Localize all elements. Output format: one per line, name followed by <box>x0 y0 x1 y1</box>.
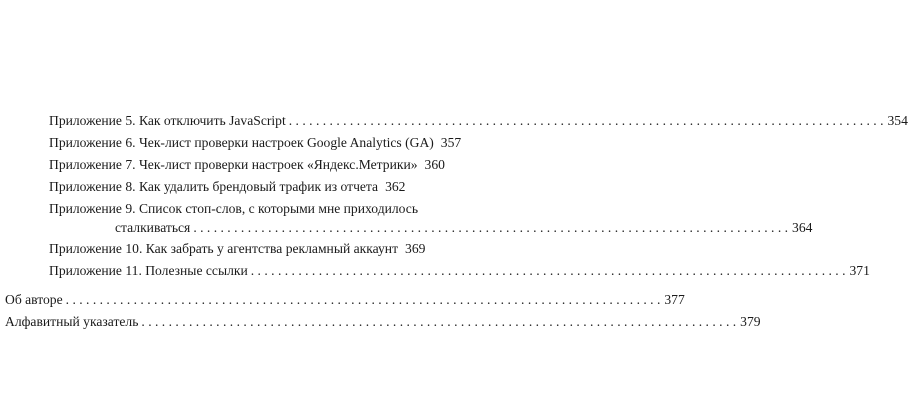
toc-entry-appendix-7[interactable] <box>49 156 445 173</box>
toc-entry-alphabetical-index[interactable] <box>5 313 761 330</box>
toc-entry-appendix-6[interactable] <box>49 134 462 151</box>
dot-leader <box>289 112 884 129</box>
toc-entry-appendix-9[interactable] <box>49 200 813 236</box>
toc-entry-title: Приложение 6. Чек-лист проверки настроек Google Analytics (GA) <box>49 135 434 150</box>
toc-entry-title: Приложение 7. Чек-лист проверки настроек «Яндекс.Метрики» <box>49 157 418 172</box>
toc-entry-appendix-11[interactable] <box>49 262 870 279</box>
dot-leader <box>66 291 661 308</box>
toc-entry-title: Алфавитный указатель <box>5 314 139 329</box>
toc-entry-appendix-8[interactable] <box>49 178 406 195</box>
dot-leader <box>141 313 736 330</box>
dot-leader <box>251 262 846 279</box>
toc-entry-page: 360 <box>424 157 445 172</box>
toc-entry-page: 357 <box>440 135 462 150</box>
toc-entry-page: 379 <box>740 314 761 329</box>
toc-entry-page: 364 <box>792 220 813 235</box>
dot-leader <box>193 219 788 236</box>
toc-entry-appendix-10[interactable] <box>49 240 426 257</box>
toc-entry-page: 369 <box>405 241 426 256</box>
toc-entry-page: 354 <box>887 113 908 128</box>
toc-entry-page: 371 <box>849 263 870 278</box>
toc-entry-title: Приложение 5. Как отключить JavaScript <box>49 113 286 128</box>
toc-entry-appendix-5[interactable] <box>49 112 908 129</box>
toc-entry-title: Приложение 11. Полезные ссылки <box>49 263 248 278</box>
toc-entry-title: Приложение 10. Как забрать у агентства рекламный аккаунт <box>49 241 399 256</box>
toc-entry-page: 362 <box>385 179 406 194</box>
toc-entry-title: Приложение 8. Как удалить брендовый трафик из отчета <box>49 179 379 194</box>
toc-entry-about-author[interactable] <box>5 291 685 308</box>
toc-entry-title-line1: Приложение 9. Список стоп-слов, с которыми мне приходилось <box>49 201 419 216</box>
toc-entry-page: 377 <box>664 292 685 307</box>
toc-entry-title-line2: сталкиваться <box>115 220 191 235</box>
toc-entry-title: Об авторе <box>5 292 63 307</box>
